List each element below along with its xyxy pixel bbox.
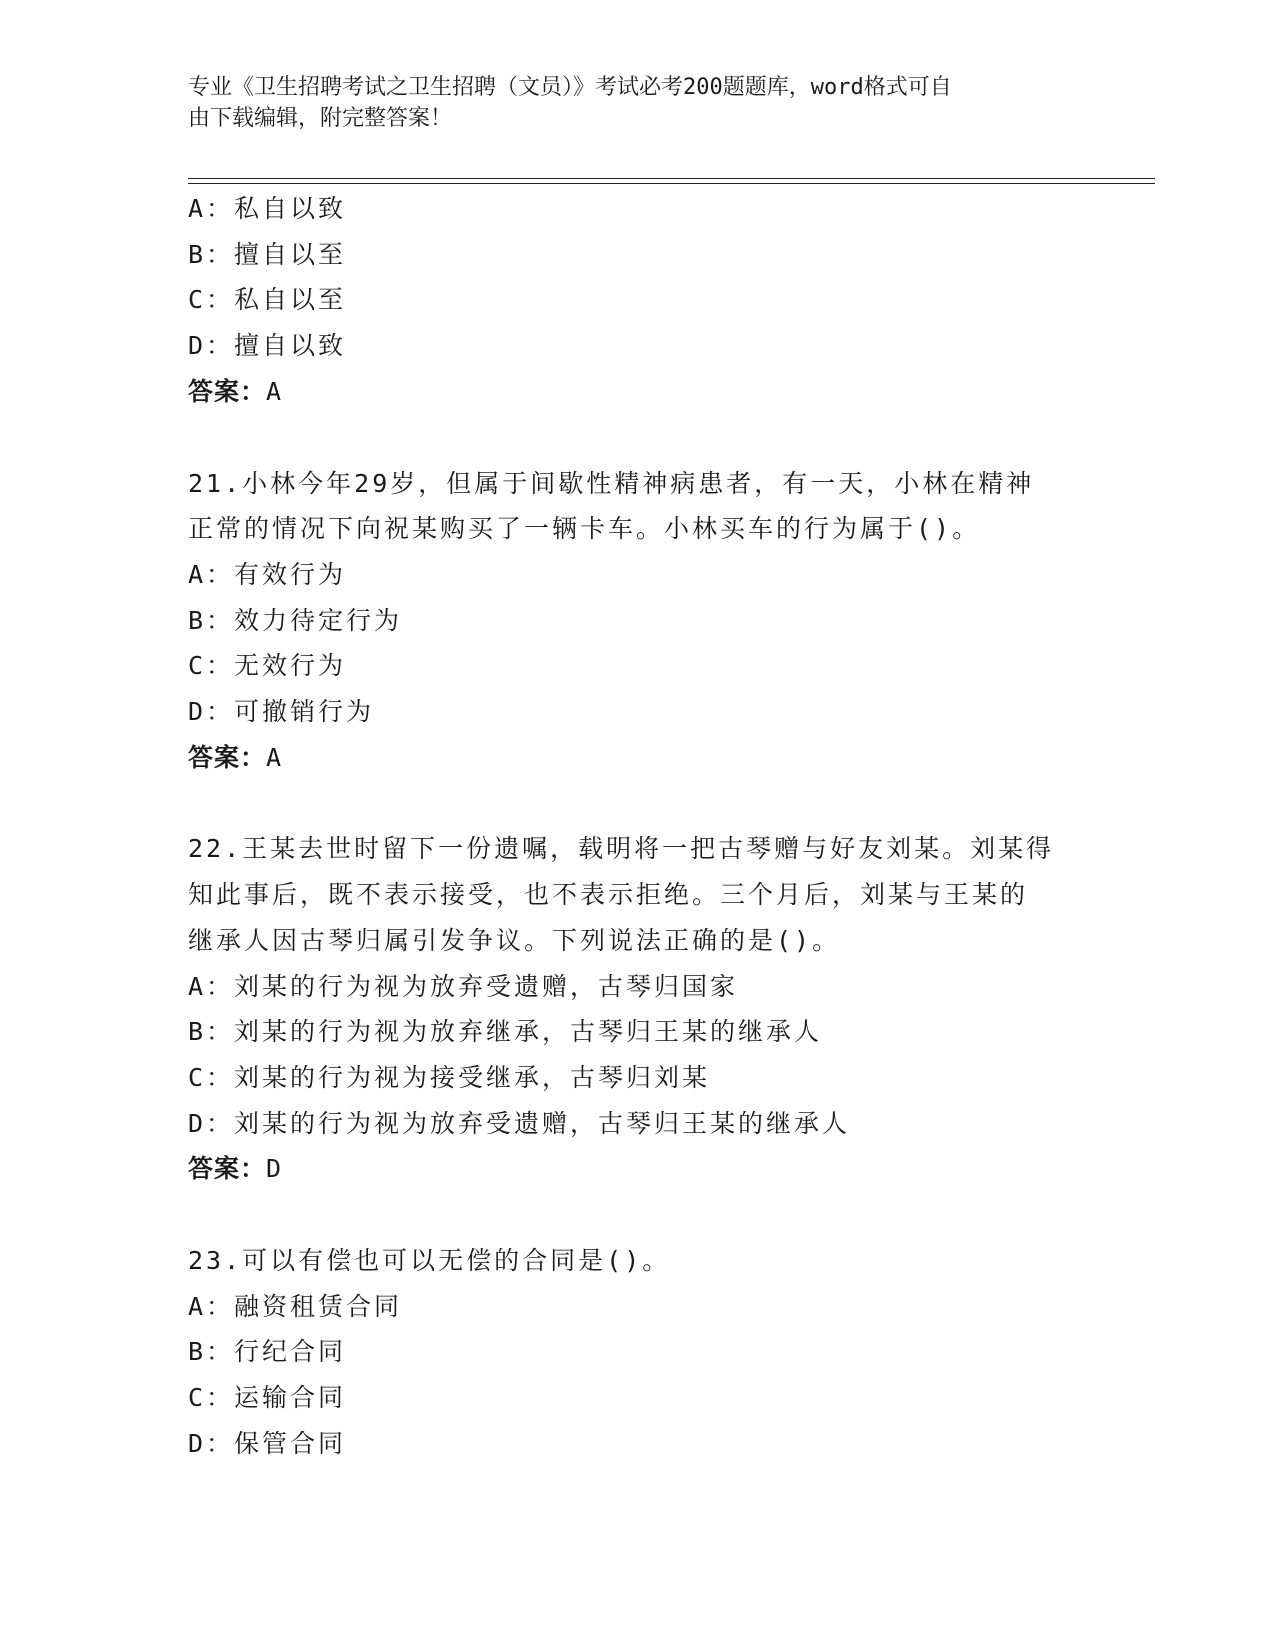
question-text-line: 22.王某去世时留下一份遗嘱，载明将一把古琴赠与好友刘某。刘某得 <box>188 834 1055 864</box>
question-block <box>188 186 1088 415</box>
header-rule-top <box>188 178 1155 179</box>
option-c: C：私自以至 <box>188 285 347 315</box>
option-a: A：有效行为 <box>188 559 347 589</box>
question-list <box>188 186 1088 1467</box>
answer-label: 答案： <box>188 742 267 772</box>
answer-value: A <box>266 376 282 406</box>
answer-line <box>188 735 1088 781</box>
answer-line <box>188 369 1088 415</box>
answer-line <box>188 1146 1088 1192</box>
option-b: B：刘某的行为视为放弃继承，古琴归王某的继承人 <box>188 1017 823 1047</box>
header-line-1: 专业《卫生招聘考试之卫生招聘（文员）》考试必考200题题库，word格式可自 <box>188 75 952 100</box>
option-a: A：刘某的行为视为放弃受遗赠，古琴归国家 <box>188 971 739 1001</box>
option-b: B：效力待定行为 <box>188 605 403 635</box>
question-text-line: 正常的情况下向祝某购买了一辆卡车。小林买车的行为属于()。 <box>188 514 981 544</box>
option-c: C：无效行为 <box>188 651 347 681</box>
question-block <box>188 461 1088 781</box>
option-d: D：可撤销行为 <box>188 697 375 727</box>
answer-value: D <box>266 1154 282 1184</box>
header-line-2: 由下载编辑，附完整答案！ <box>188 106 453 131</box>
option-b: B：擅自以至 <box>188 239 347 269</box>
question-text-line: 知此事后，既不表示接受，也不表示拒绝。三个月后，刘某与王某的 <box>188 880 1029 910</box>
option-d: D：擅自以致 <box>188 331 347 361</box>
option-a: A：融资租赁合同 <box>188 1291 403 1321</box>
document-header <box>188 72 1068 134</box>
option-c: C：刘某的行为视为接受继承，古琴归刘某 <box>188 1062 711 1092</box>
question-text-line: 继承人因古琴归属引发争议。下列说法正确的是()。 <box>188 925 841 955</box>
question-block <box>188 826 1088 1192</box>
option-d: D：刘某的行为视为放弃受遗赠，古琴归王某的继承人 <box>188 1108 851 1138</box>
option-c: C：运输合同 <box>188 1383 347 1413</box>
question-text-line: 21.小林今年29岁，但属于间歇性精神病患者，有一天，小林在精神 <box>188 468 1035 498</box>
option-a: A：私自以致 <box>188 194 347 223</box>
header-rule-bottom <box>188 183 1155 184</box>
answer-label: 答案： <box>188 1154 267 1184</box>
option-d: D：保管合同 <box>188 1428 347 1458</box>
question-text-line: 23.可以有偿也可以无偿的合同是()。 <box>188 1246 671 1276</box>
option-b: B：行纪合同 <box>188 1337 347 1367</box>
question-block <box>188 1238 1088 1467</box>
answer-label: 答案： <box>188 376 267 406</box>
answer-value: A <box>266 742 282 772</box>
